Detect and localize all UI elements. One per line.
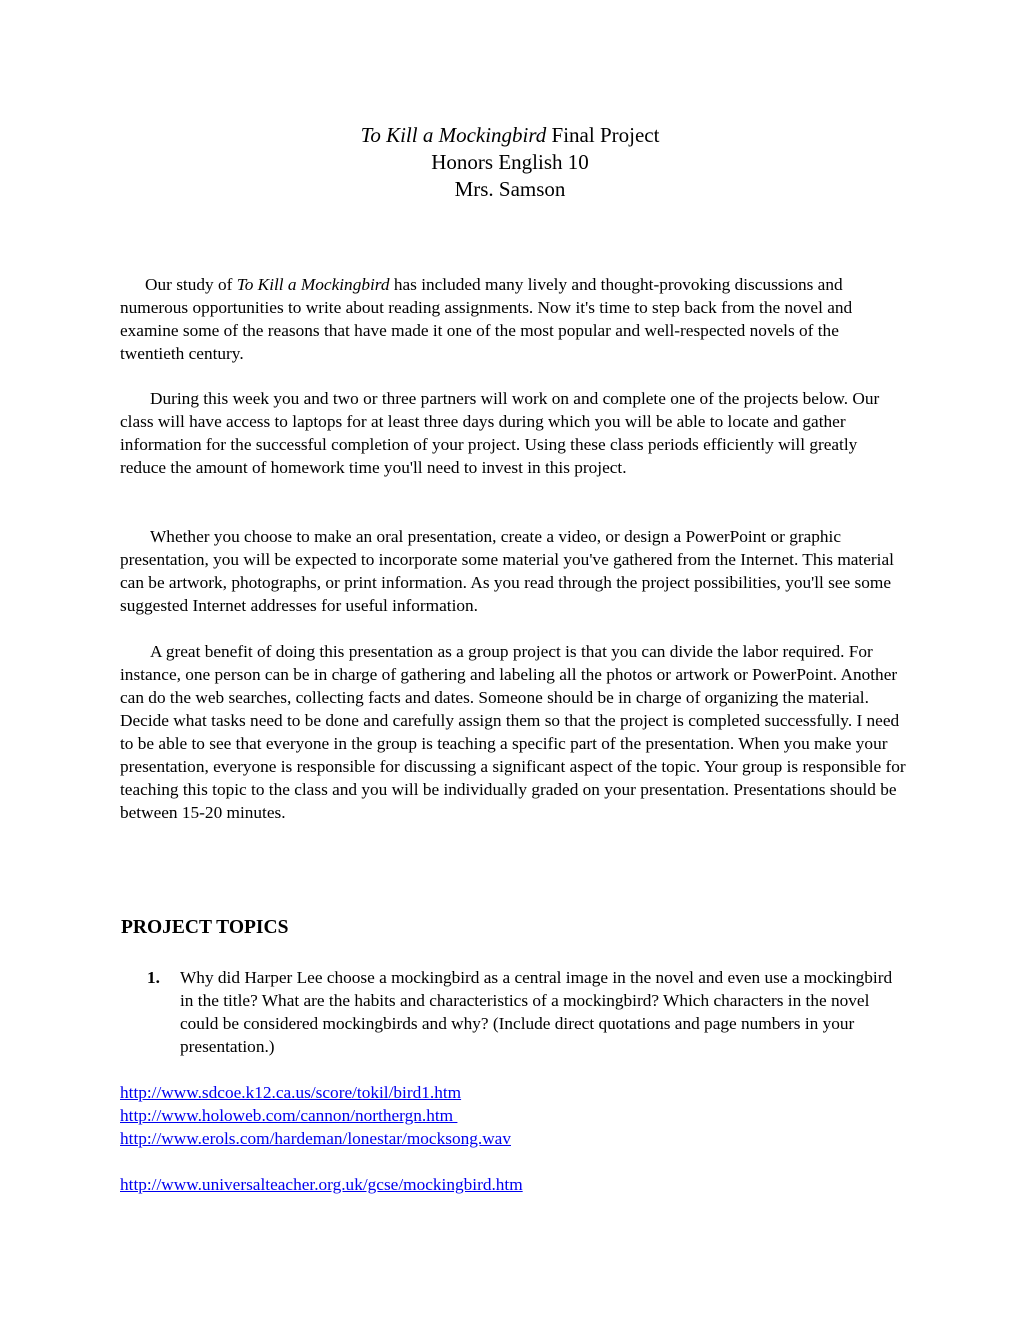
project-topics-heading: PROJECT TOPICS [121,917,289,938]
book-title: To Kill a Mockingbird [360,123,547,147]
intro-paragraph-rest: has included many lively and thought-provoking discussions and numerous opportunities to write about reading assignments. Now it's time to step back from the novel and examine some of the reasons that have made it one of the most popular and well-respected novels of the twentieth century. [120,275,853,363]
topic-text: Why did Harper Lee choose a mockingbird as a central image in the novel and even use a mockingbird in the title? What are the habits and characteristics of a mockingbird? Which characters in the novel could be considered mockingbirds and why? (Include direct quotations and page numbers in your presentation.) [180,968,893,1056]
group-project-paragraph: A great benefit of doing this presentation as a group project is that you can divide the labor required. For instance, one person can be in charge of gathering and labeling all the photos or artwork or PowerPoint. Another can do the web searches, collecting facts and dates. Someone should be in charge of organizing the material. Decide what tasks need to be done and carefully assign them so that the project is completed successfully. I need to be able to see that everyone in the group is teaching a specific part of the presentation. When you make your presentation, everyone is responsible for discussing a significant aspect of the topic. Your group is responsible for teaching this topic to the class and you will be individually graded on your presentation. Presentations should be between 15-20 minutes. [120,642,906,822]
topic-number: 1. [147,968,160,987]
resource-link-northergn[interactable]: http://www.holoweb.com/cannon/northergn.htm [120,1106,458,1125]
document-header [0,122,1020,203]
resource-link-bird1[interactable]: http://www.sdcoe.k12.ca.us/score/tokil/bird1.htm [120,1083,462,1102]
resource-link-universalteacher[interactable]: http://www.universalteacher.org.uk/gcse/mockingbird.htm [120,1175,523,1194]
intro-paragraph-start: Our study of [145,275,237,294]
internet-material-paragraph: Whether you choose to make an oral presentation, create a video, or design a PowerPoint or graphic presentation, you will be expected to incorporate some material you've gathered from the Internet. This material can be artwork, photographs, or print information. As you read through the project possibilities, you'll see some suggested Internet addresses for useful information. [120,527,894,615]
intro-paragraph-book-title: To Kill a Mockingbird [236,275,390,294]
page-title [0,122,1020,149]
teacher-name: Mrs. Samson [454,177,566,201]
resource-link-mocksong[interactable]: http://www.erols.com/hardeman/lonestar/mocksong.wav [120,1129,511,1148]
title-suffix: Final Project [546,123,660,147]
course-name: Honors English 10 [431,150,589,174]
week-plan-paragraph: During this week you and two or three partners will work on and complete one of the projects below. Our class will have access to laptops for at least three days during which you will be able to locate and gather information for the successful completion of your project. Using these class periods efficiently will greatly reduce the amount of homework time you'll need to invest in this project. [120,389,880,477]
intro-paragraph [120,273,906,365]
